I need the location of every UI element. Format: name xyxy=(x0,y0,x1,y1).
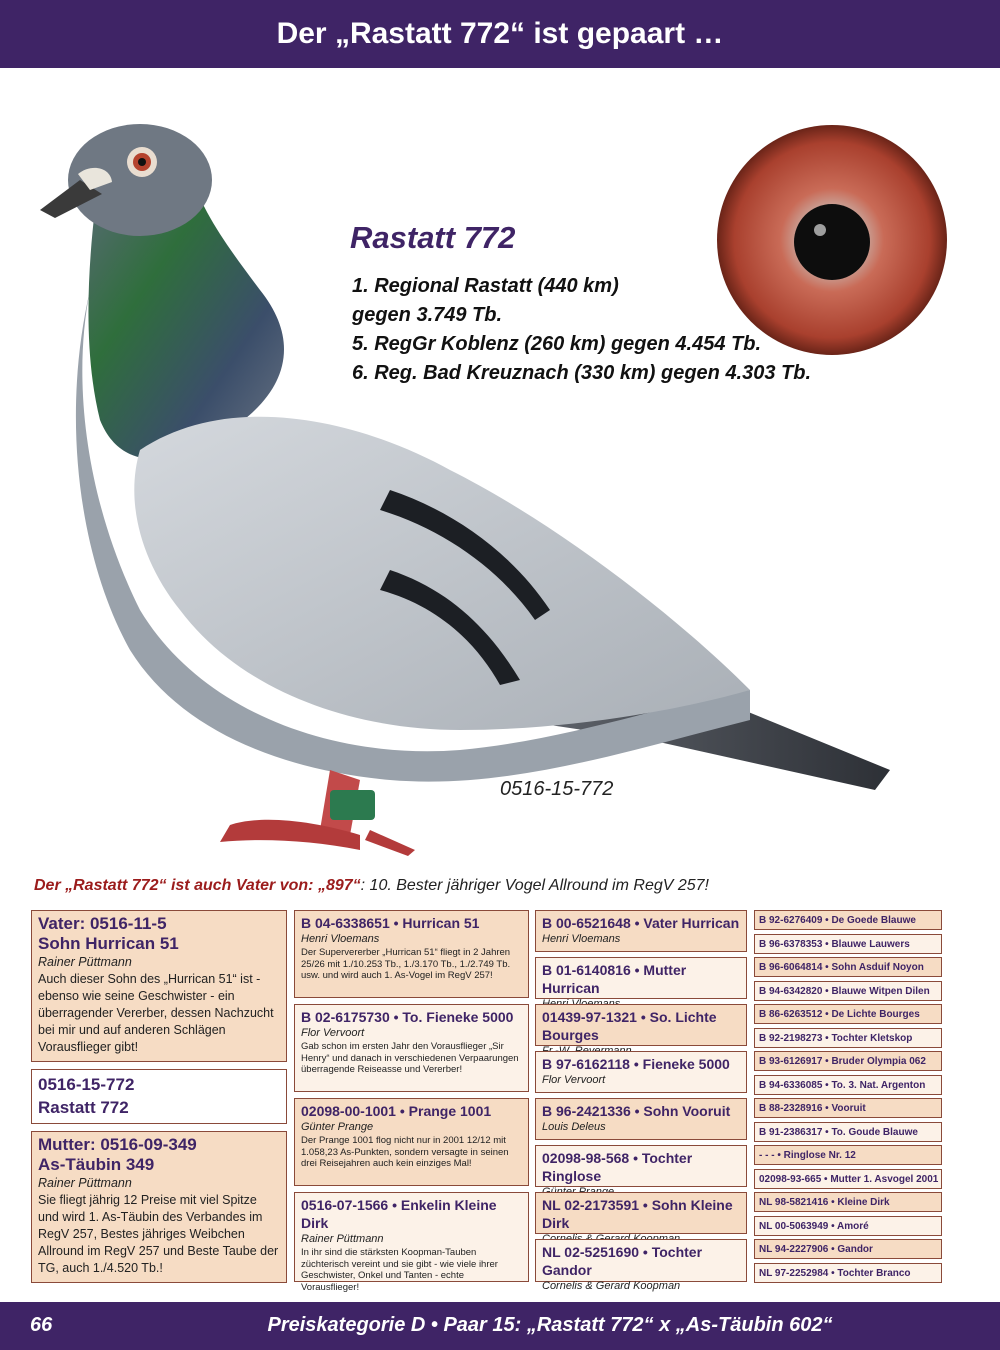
card-title: B 96-2421336 • Sohn Vooruit xyxy=(542,1103,731,1119)
pedigree-card-father xyxy=(31,910,287,1062)
card-subtitle: As-Täubin 349 xyxy=(38,1155,155,1174)
card-title: B 04-6338651 • Hurrican 51 xyxy=(301,915,480,931)
pedigree-ancestor: - - - • Ringlose Nr. 12 xyxy=(754,1145,942,1165)
pedigree-ancestor: B 92-6276409 • De Goede Blauwe xyxy=(754,910,942,930)
card-breeder: Günter Prange xyxy=(301,1121,374,1133)
offspring-lead: Der „Rastatt 772“ ist auch Vater von: xyxy=(34,877,314,894)
pedigree-card-mother xyxy=(31,1131,287,1283)
pedigree-card-great-grandparent xyxy=(535,1004,747,1046)
card-title: NL 02-5251690 • Tochter Gandor xyxy=(542,1244,703,1278)
card-title: 0516-15-772 xyxy=(38,1075,135,1094)
result-line: 6. Reg. Bad Kreuznach (330 km) gegen 4.303 Tb. xyxy=(352,362,812,384)
card-title: NL 02-2173591 • Sohn Kleine Dirk xyxy=(542,1197,733,1231)
card-title: 01439-97-1321 • So. Lichte Bourges xyxy=(542,1009,717,1043)
card-breeder: Louis Deleus xyxy=(542,1121,606,1133)
card-breeder: Rainer Püttmann xyxy=(38,1176,132,1190)
card-description: Der Supervererber „Hurrican 51“ fliegt in 2 Jahren 25/26 mit 1./10.253 Tb., 1./3.170 Tb., 1./2.749 Tb. usw. und wird auch 1. As-Vogel im RegV 257! xyxy=(301,947,511,982)
result-line: 1. Regional Rastatt (440 km) xyxy=(352,275,619,297)
pedigree-ancestor: 02098-93-665 • Mutter 1. Asvogel 2001 xyxy=(754,1169,942,1189)
ring-number-caption: 0516-15-772 xyxy=(500,778,614,800)
pedigree-ancestor: NL 97-2252984 • Tochter Branco xyxy=(754,1263,942,1283)
pedigree-card-great-grandparent xyxy=(535,910,747,952)
offspring-rest: : 10. Bester jähriger Vogel Allround im RegV 257! xyxy=(360,877,709,894)
card-breeder: Rainer Püttmann xyxy=(38,955,132,969)
card-breeder: Henri Vloemans xyxy=(301,933,380,945)
pedigree-ancestor: NL 98-5821416 • Kleine Dirk xyxy=(754,1192,942,1212)
page-footer xyxy=(0,1302,1000,1350)
card-title: 02098-98-568 • Tochter Ringlose xyxy=(542,1150,693,1184)
footer-title: Preiskategorie D • Paar 15: „Rastatt 772“ x „As-Täubin 602“ xyxy=(267,1314,833,1336)
card-description: Der Prange 1001 flog nicht nur in 2001 12/12 mit 1.058,23 As-Punkten, sondern versagte in seinen drei Reisejahren auch kein einziges Mal! xyxy=(301,1135,509,1170)
bird-name: Rastatt 772 xyxy=(350,220,516,255)
card-breeder: Flor Vervoort xyxy=(542,1074,606,1086)
pedigree-card-grandparent xyxy=(294,1004,529,1092)
card-breeder: Flor Vervoort xyxy=(301,1027,365,1039)
results-list xyxy=(352,272,811,388)
page-title: Der „Rastatt 772“ ist gepaart … xyxy=(276,17,724,50)
card-title: 0516-07-1566 • Enkelin Kleine Dirk xyxy=(301,1197,497,1231)
card-subtitle: Rastatt 772 xyxy=(38,1098,129,1117)
result-line: gegen 3.749 Tb. xyxy=(352,304,503,326)
pedigree-ancestor: B 86-6263512 • De Lichte Bourges xyxy=(754,1004,942,1024)
pedigree-ancestor: B 91-2386317 • To. Goude Blauwe xyxy=(754,1122,942,1142)
pedigree-ancestor: B 94-6342820 • Blauwe Witpen Dilen xyxy=(754,981,942,1001)
pedigree-card-great-grandparent xyxy=(535,1239,747,1292)
pedigree-card-grandparent xyxy=(294,910,529,998)
pedigree-card-subject xyxy=(31,1069,287,1124)
pedigree-card-great-grandparent xyxy=(535,1051,747,1093)
card-breeder: Henri Vloemans xyxy=(542,933,621,945)
card-description: Gab schon im ersten Jahr den Vorausflieger „Sir Henry“ und danach in verschiedenen Verpaarungen überragende Reiseasse und Vererber! xyxy=(301,1041,519,1076)
card-title: 02098-00-1001 • Prange 1001 xyxy=(301,1103,492,1119)
card-breeder: Rainer Püttmann xyxy=(301,1233,384,1245)
card-title: Mutter: 0516-09-349 xyxy=(38,1135,197,1154)
offspring-name: „897“ xyxy=(317,877,361,894)
page-header xyxy=(0,0,1000,68)
pedigree-card-great-grandparent xyxy=(535,957,747,999)
card-subtitle: Sohn Hurrican 51 xyxy=(38,934,179,953)
card-title: B 00-6521648 • Vater Hurrican xyxy=(542,915,740,931)
card-title: B 97-6162118 • Fieneke 5000 xyxy=(542,1056,730,1072)
pedigree-ancestor: NL 00-5063949 • Amoré xyxy=(754,1216,942,1236)
card-title: B 01-6140816 • Mutter Hurrican xyxy=(542,962,687,996)
pedigree-card-great-grandparent xyxy=(535,1145,747,1187)
offspring-note xyxy=(34,877,709,895)
pedigree-ancestor: B 92-2198273 • Tochter Kletskop xyxy=(754,1028,942,1048)
card-description: In ihr sind die stärksten Koopman-Tauben züchterisch vereint und sie gibt - wie viele ihrer Geschwister, Onkel und Tanten - echte Vorausflieger! xyxy=(301,1247,498,1293)
pedigree-ancestor: B 93-6126917 • Bruder Olympia 062 xyxy=(754,1051,942,1071)
pedigree-ancestor: B 96-6378353 • Blauwe Lauwers xyxy=(754,934,942,954)
pedigree-card-great-grandparent xyxy=(535,1192,747,1234)
page-number: 66 xyxy=(30,1314,53,1336)
pedigree-card-grandparent xyxy=(294,1098,529,1186)
pedigree-ancestor: NL 94-2227906 • Gandor xyxy=(754,1239,942,1259)
card-description: Sie fliegt jährig 12 Preise mit viel Spitze und wird 1. As-Täubin des Verbandes im RegV 257, Bestes jähriges Weibchen Allround im RegV 257 und Beste Taube der TG, auch 1./4.520 Tb.! xyxy=(38,1193,279,1275)
pedigree-ancestor: B 94-6336085 • To. 3. Nat. Argenton xyxy=(754,1075,942,1095)
pedigree-card-great-grandparent xyxy=(535,1098,747,1140)
card-title: B 02-6175730 • To. Fieneke 5000 xyxy=(301,1009,514,1025)
card-breeder: Cornelis & Gerard Koopman xyxy=(542,1280,681,1292)
pedigree-ancestor: B 88-2328916 • Vooruit xyxy=(754,1098,942,1118)
pedigree-ancestor: B 96-6064814 • Sohn Asduif Noyon xyxy=(754,957,942,977)
pedigree-card-grandparent xyxy=(294,1192,529,1293)
card-description: Auch dieser Sohn des „Hurrican 51“ ist - ebenso wie seine Geschwister - ein überragender Vererber, dessen Nachzucht bei mir und auf anderen Schlägen Vorausflieger gibt! xyxy=(38,972,274,1054)
result-line: 5. RegGr Koblenz (260 km) gegen 4.454 Tb. xyxy=(352,333,762,355)
card-title: Vater: 0516-11-5 xyxy=(38,914,167,933)
